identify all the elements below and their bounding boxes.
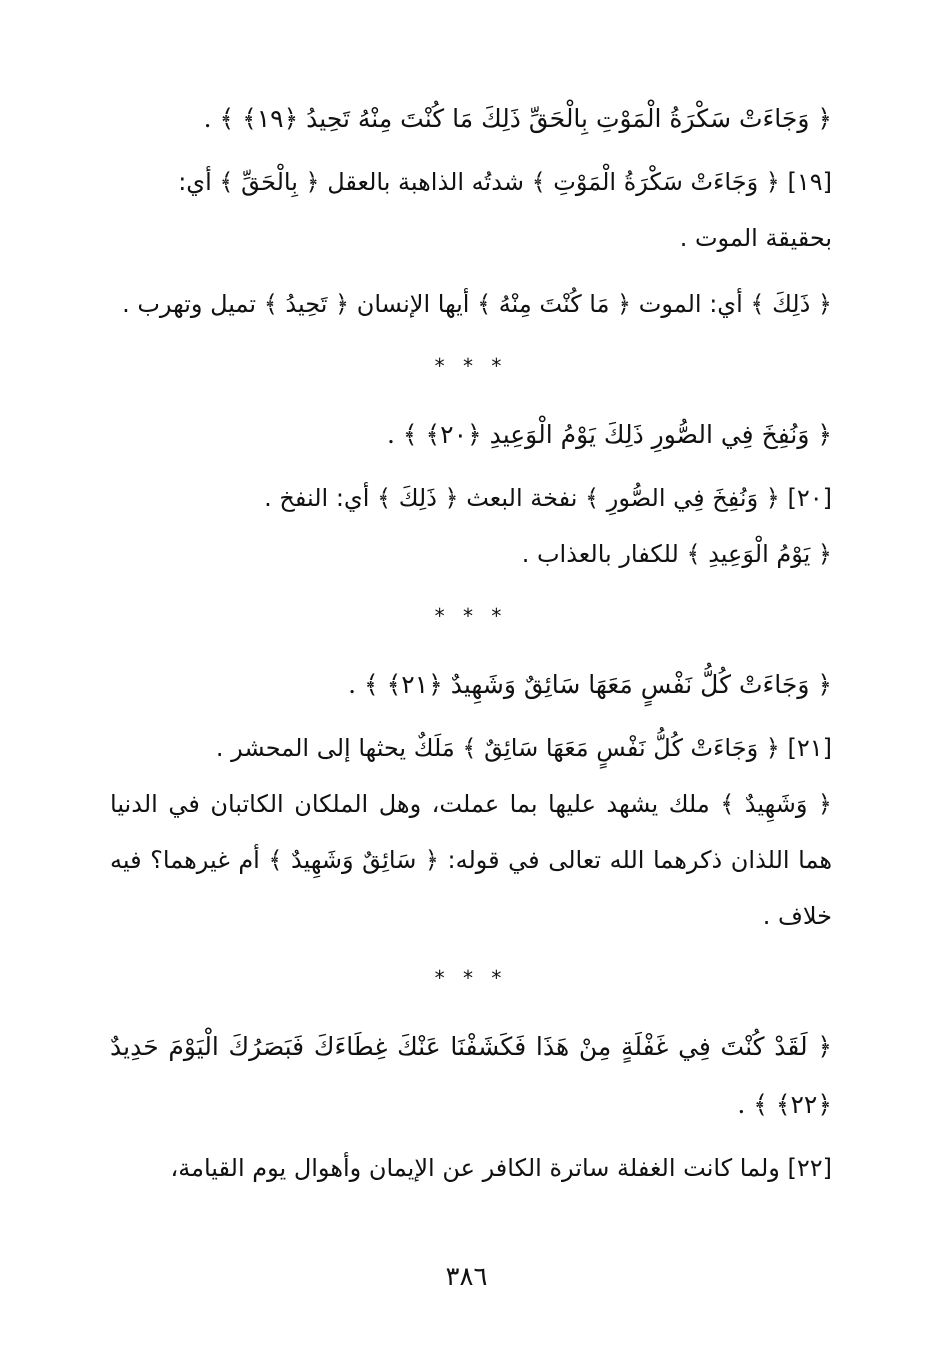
commentary-22-a: [٢٢] ولما كانت الغفلة ساترة الكافر عن الإيمان وأهوال يوم القيامة، <box>170 1154 832 1182</box>
page-number: ٣٨٦ <box>445 1262 488 1292</box>
commentary-19-a: [١٩] ﴿ وَجَاءَتْ سَكْرَةُ الْمَوْتِ ﴾ شدتُه الذاهبة بالعقل ﴿ بِالْحَقِّ ﴾ أي: بحقيقة الموت . <box>178 168 832 252</box>
commentary-21-b: ﴿ وَشَهِيدٌ ﴾ ملك يشهد عليها بما عملت، وهل الملكان الكاتبان في الدنيا هما اللذان ذكرهما الله تعالى في قوله: ﴿ سَائِقٌ وَشَهِيدٌ ﴾ أم غيرهما؟ فيه خلاف . <box>110 790 832 930</box>
verse-21: ﴿ وَجَاءَتْ كُلُّ نَفْسٍ مَعَهَا سَائِقٌ وَشَهِيدٌ ﴿٢١﴾ ﴾ . <box>348 670 832 699</box>
verse-19: ﴿ وَجَاءَتْ سَكْرَةُ الْمَوْتِ بِالْحَقِّ ذَلِكَ مَا كُنْتَ مِنْهُ تَحِيدُ ﴿١٩﴾ ﴾ . <box>203 104 832 133</box>
section-separator: * * * <box>434 354 508 378</box>
verse-22: ﴿ لَقَدْ كُنْتَ فِي غَفْلَةٍ مِنْ هَذَا فَكَشَفْنَا عَنْكَ غِطَاءَكَ فَبَصَرُكَ الْيَوْمَ حَدِيدٌ ﴿٢٢﴾ ﴾ . <box>110 1032 832 1119</box>
commentary-20-a: [٢٠] ﴿ وَنُفِخَ فِي الصُّورِ ﴾ نفخة البعث ﴿ ذَلِكَ ﴾ أي: النفخ . <box>264 484 832 512</box>
page-body <box>110 90 832 1196</box>
commentary-21-a: [٢١] ﴿ وَجَاءَتْ كُلُّ نَفْسٍ مَعَهَا سَائِقٌ ﴾ مَلَكٌ يحثها إلى المحشر . <box>215 734 832 762</box>
section-separator: * * * <box>434 966 508 990</box>
commentary-19-b: ﴿ ذَلِكَ ﴾ أي: الموت ﴿ مَا كُنْتَ مِنْهُ ﴾ أيها الإنسان ﴿ تَحِيدُ ﴾ تميل وتهرب . <box>122 290 832 318</box>
commentary-20-b: ﴿ يَوْمُ الْوَعِيدِ ﴾ للكفار بالعذاب . <box>521 540 832 568</box>
section-separator: * * * <box>434 604 508 628</box>
verse-20: ﴿ وَنُفِخَ فِي الصُّورِ ذَلِكَ يَوْمُ الْوَعِيدِ ﴿٢٠﴾ ﴾ . <box>387 420 832 449</box>
